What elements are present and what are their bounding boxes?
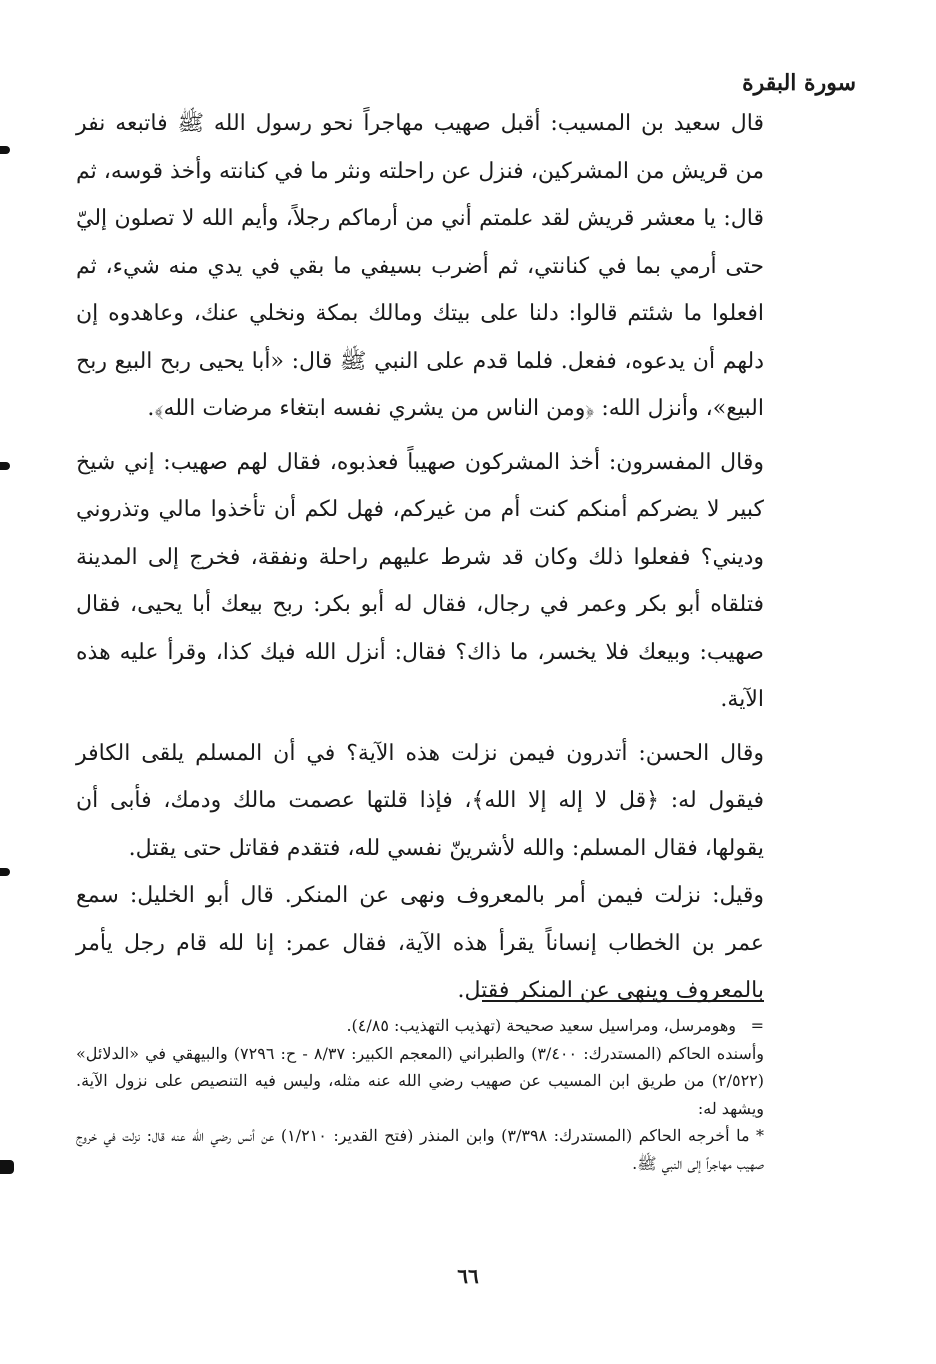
footnote-paragraph-1: وأسنده الحاكم (المستدرك: ٣/٤٠٠) والطبراني (المعجم الكبير: ٨/٣٧ - ح: ٧٢٩٦) والبيهقي في «الدلائل» (٢/٥٢٢) من طريق ابن المسيب عن صهيب رضي الله عنه مثله، وليس فيه التنصيص على نزول الآية. ويشهد له: (76, 1043, 765, 1118)
scan-edge-mark (0, 146, 10, 154)
paragraph-mufassirun: وقال المفسرون: أخذ المشركون صهيباً فعذبوه، فقال لهم صهيب: إني شيخ كبير لا يضركم أمنكم كنت أم من غيركم، فهل لكم أن تأخذوا مالي وتذروني وديني؟ ففعلوا ذلك وكان قد شرط عليهم راحلة ونفقة، فخرج إلى المدينة فتلقاه أبو بكر وعمر في رجال، فقال له أبو بكر: ربح بيعك أبا يحيى، فقال صهيب: وبيعك فلا يخسر، ما ذاك؟ فقال: أنزل الله فيك كذا، وقرأ عليه هذه الآية. (76, 449, 764, 712)
scan-edge-mark (0, 462, 10, 470)
paragraph-said-ibn-musayyib: قال سعيد بن المسيب: أقبل صهيب مهاجراً نحو رسول الله ﷺ فاتبعه نفر من قريش من المشركين، فنزل عن راحلته ونثر ما في كنانته وأخذ قوسه، ثم قال: يا معشر قريش لقد علمتم أني من أرماكم رجلاً، وأيم الله لا تصلون إليّ حتى أرمي بما في كنانتي، ثم أضرب بسيفي ما بقي في يدي منه شيء، ثم افعلوا ما شئتم قالوا: دلنا على بيتك ومالك بمكة ونخلي عنك، وعاهدوه إن دلهم أن يدعوه، ففعل. فلما قدم على النبي ﷺ قال: «أبا يحيى ربح البيع ربح البيع»، وأنزل الله: ﴿ومن الناس من يشري نفسه ابتغاء مرضات الله﴾. (76, 111, 764, 421)
main-text (76, 100, 764, 1015)
scan-edge-mark (0, 868, 10, 876)
footnote-paragraph-2: * ما أخرجه الحاكم (المستدرك: ٣/٣٩٨) وابن المنذر (فتح القدير: ١/٢١٠) عن أنس رضي الله عنه قال: نزلت في خروج صهيب مهاجراً إلى النبي ﷺ. (76, 1126, 765, 1173)
footnotes (76, 1012, 764, 1177)
page-number: ٦٦ (457, 1264, 479, 1288)
surah-title-header: سورة البقرة (742, 70, 856, 96)
footnote-divider (482, 1000, 764, 1002)
scan-edge-mark (0, 1160, 14, 1174)
paragraph-hasan: وقال الحسن: أتدرون فيمن نزلت هذه الآية؟ في أن المسلم يلقى الكافر فيقول له: ﴿قل لا إله إلا الله﴾، فإذا قلتها عصمت مالك ودمك، فأبى أن يقولها، فقال المسلم: والله لأشرينّ نفسي لله، فتقدم فقاتل حتى يقتل. (76, 740, 764, 861)
continuation-mark: = (750, 1016, 764, 1035)
footnote-line-1-text: وهومرسل، ومراسيل سعيد صحيحة (تهذيب التهذيب: ٤/٨٥). (346, 1016, 736, 1035)
paragraph-abu-khalil: وقيل: نزلت فيمن أمر بالمعروف ونهى عن المنكر. قال أبو الخليل: سمع عمر بن الخطاب إنساناً يقرأ هذه الآية، فقال عمر: إنا لله قام رجل يأمر بالمعروف وينهى عن المنكر فقتل. (76, 883, 764, 1003)
footnote-line-1 (76, 1012, 764, 1040)
